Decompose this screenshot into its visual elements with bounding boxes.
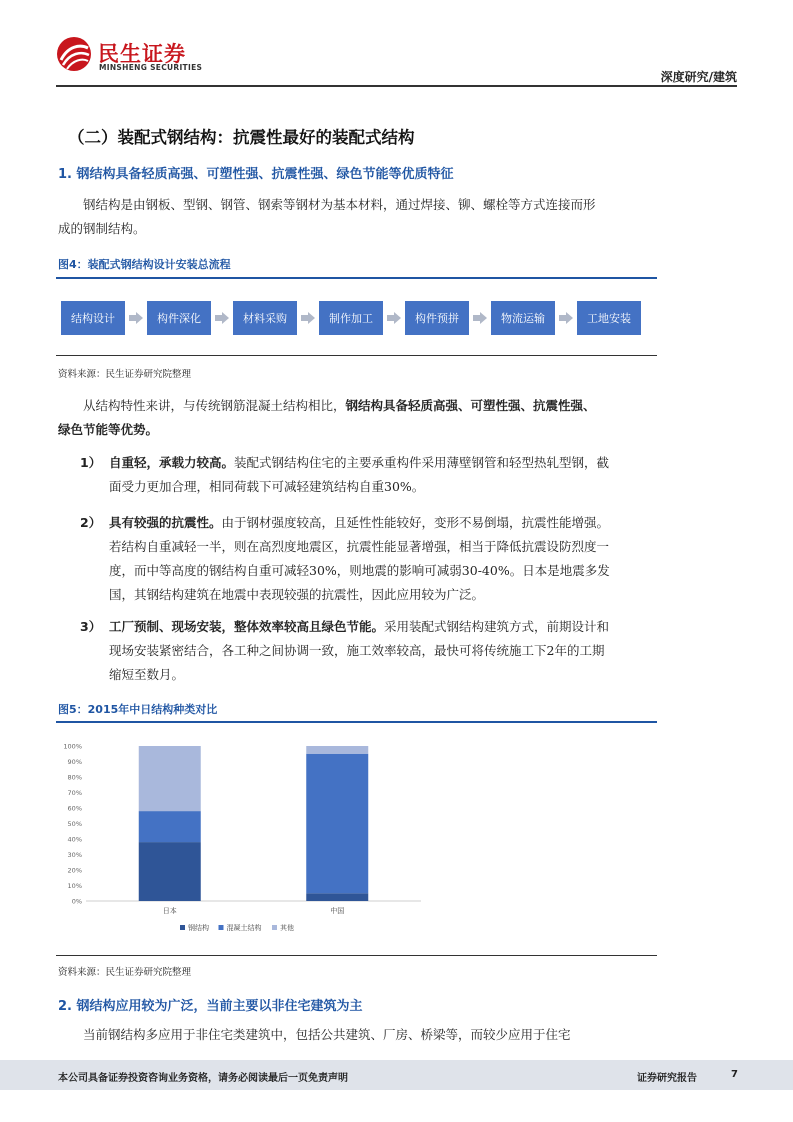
page-number: 7 [731, 1069, 738, 1080]
legend-swatch [180, 925, 185, 930]
list-item [80, 451, 610, 499]
y-tick-label: 10% [67, 882, 82, 890]
arrow-right-icon [559, 312, 573, 324]
legend-swatch [272, 925, 277, 930]
bar-segment [139, 842, 201, 901]
legend-label: 其他 [280, 924, 294, 932]
list-item-number: 1） [80, 455, 102, 470]
list-item-text: 采用装配式钢结构建筑方式，前期设计和现场安装紧密结合，各工种之间协调一致，施工效率较高，最快可将传统施工下2年的工期缩短至数月。 [109, 619, 610, 682]
intro-text: 从结构特性来讲，与传统钢筋混凝土结构相比， [83, 398, 346, 413]
flow-step-7: 工地安装 [577, 301, 641, 335]
arrow-right-icon [215, 312, 229, 324]
intro-bold-text: 钢结构具备轻质高强、可塑性强、抗震性强、绿色节能等优势。 [58, 398, 596, 437]
brand-name-en: MINSHENG SECURITIES [99, 63, 203, 72]
report-category: 深度研究/建筑 [660, 70, 737, 84]
y-tick-label: 0% [71, 897, 82, 906]
x-tick-label: 日本 [162, 907, 177, 915]
bar-segment [306, 754, 368, 894]
section-title: （二）装配式钢结构：抗震性最好的装配式结构 [68, 128, 415, 147]
flow-step-2: 构件深化 [147, 301, 211, 335]
x-tick-label: 中国 [330, 907, 345, 915]
subsection-title-1: 1. 钢结构具备轻质高强、可塑性强、抗震性强、绿色节能等优质特征 [58, 167, 454, 182]
figure-5-source: 资料来源：民生证券研究院整理 [58, 967, 192, 978]
flow-step-5: 构件预拼 [405, 301, 469, 335]
bar-segment [139, 811, 201, 842]
subsection-title-2: 2. 钢结构应用较为广泛，当前主要以非住宅建筑为主 [58, 999, 363, 1014]
page-footer [0, 1060, 793, 1090]
flow-step-4: 制作加工 [319, 301, 383, 335]
company-logo [56, 32, 216, 76]
figure-5-bottom-rule [56, 955, 657, 956]
paragraph-application: 当前钢结构多应用于非住宅类建筑中，包括公共建筑、厂房、桥梁等，而较少应用于住宅 [83, 1027, 571, 1042]
legend-label: 钢结构 [188, 924, 209, 932]
list-item-number: 2） [80, 515, 102, 530]
arrow-right-icon [301, 312, 315, 324]
list-item-heading: 工厂预制、现场安装，整体效率较高且绿色节能。 [109, 619, 385, 634]
list-item-text: 装配式钢结构住宅的主要承重构件采用薄壁钢管和轻型热轧型钢，截面受力更加合理，相同荷载下可减轻建筑结构自重30%。 [109, 455, 610, 494]
figure-4-bottom-rule [56, 355, 657, 356]
y-tick-label: 20% [67, 866, 82, 875]
y-tick-label: 70% [67, 789, 82, 797]
y-tick-label: 90% [67, 758, 82, 766]
footer-disclaimer: 本公司具备证券投资咨询业务资格，请务必阅读最后一页免责声明 [58, 1073, 348, 1084]
brand-name-cn: 民生证券 [98, 42, 186, 66]
y-tick-label: 80% [67, 773, 82, 782]
figure-4-title: 图4：装配式钢结构设计安装总流程 [58, 258, 231, 271]
arrow-right-icon [387, 312, 401, 324]
y-tick-label: 30% [67, 851, 82, 859]
bar-segment [139, 746, 201, 811]
header-divider [56, 85, 737, 87]
y-tick-label: 60% [67, 804, 82, 813]
paragraph-intro [58, 394, 603, 442]
list-item [80, 511, 610, 607]
legend-label: 混凝土结构 [226, 924, 262, 932]
flow-step-3: 材料采购 [233, 301, 297, 335]
list-item-number: 3） [80, 619, 102, 634]
list-item-heading: 自重轻，承载力较高。 [109, 455, 235, 470]
stacked-bar-chart [56, 730, 436, 950]
paragraph-steel-definition: 钢结构是由钢板、型钢、钢管、钢索等钢材为基本材料，通过焊接、铆、螺栓等方式连接而形成的钢制结构。 [58, 197, 596, 236]
arrow-right-icon [129, 312, 143, 324]
flow-step-1: 结构设计 [61, 301, 125, 335]
y-tick-label: 100% [63, 742, 82, 751]
bar-segment [306, 893, 368, 901]
arrow-right-icon [473, 312, 487, 324]
figure-4-source: 资料来源：民生证券研究院整理 [58, 369, 192, 380]
y-tick-label: 40% [67, 835, 82, 844]
figure-5-title: 图5：2015年中日结构种类对比 [58, 703, 218, 716]
footer-report-label: 证券研究报告 [637, 1073, 697, 1084]
list-item [80, 615, 610, 687]
y-tick-label: 50% [67, 820, 82, 828]
list-item-heading: 具有较强的抗震性。 [109, 515, 222, 530]
minsheng-logo-icon [56, 36, 92, 72]
process-flow [61, 301, 651, 335]
bar-segment [306, 746, 368, 754]
flow-step-6: 物流运输 [491, 301, 555, 335]
figure-4-top-rule [56, 277, 657, 279]
list-item-text: 由于钢材强度较高，且延性性能较好，变形不易倒塌，抗震性能增强。若结构自重减轻一半，则在高烈度地震区，抗震性能显著增强，相当于降低抗震设防烈度一度，而中等高度的钢结构自重可减轻30%，则地震的影响可减弱30-40%。日本是地震多发国，其钢结构建筑在地震中表现较强的抗震性，因此应用较为广泛。 [109, 515, 610, 602]
figure-5-top-rule [56, 721, 657, 723]
legend-swatch [219, 925, 224, 930]
